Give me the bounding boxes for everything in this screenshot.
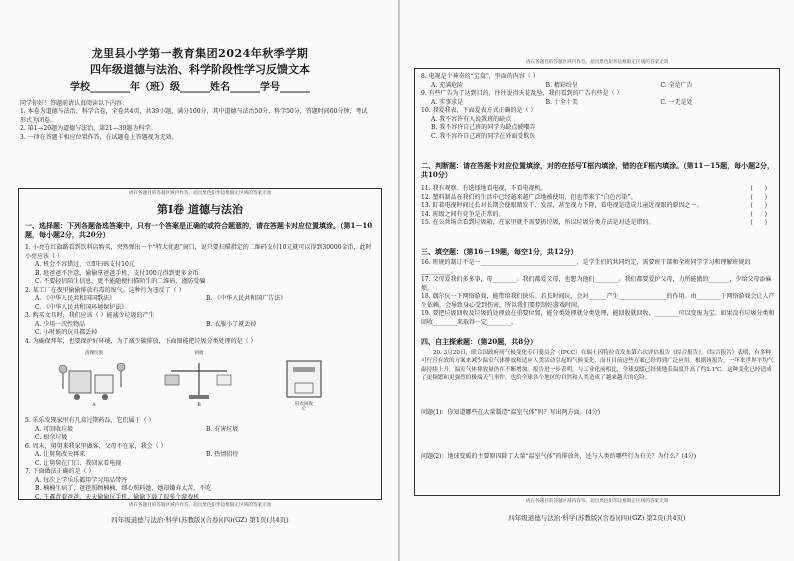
answer-area-warning: 请在各题目的答题区域内作答，超出黑色矩形边框限定区域的答案无效 <box>525 499 669 504</box>
question-stem: 3. 购买文具时，我们应该（ ）能减少垃圾的产生 <box>25 312 155 320</box>
option: B. 趁爸爸不注意，偷偷拿爸爸手机，支付100元得到更多金币 <box>35 269 199 277</box>
illustration-a <box>49 351 139 413</box>
option: A. 每次上学乐乐都用学习用品带齐 <box>35 476 128 484</box>
instruction-item: 3. 一律在答题卡相应位置作答，在试题卷上答题视为无效。 <box>20 133 178 141</box>
judge-text: 14. 班级之间有竞争是正常的。 <box>421 210 505 218</box>
option: C. 厨余垃圾 <box>35 434 68 442</box>
part-heading-judge: 二、判断题：请在答题卡对应位置填涂，对的在括号T框内填涂，错的在F框内填涂。（第11－15题，每小题2分，共10分） <box>421 161 775 180</box>
option: C. 让舅舅在门口，我回家看电视 <box>35 459 122 467</box>
instruction-item: 1. 本卷为道德与法治、科学合卷，全卷共4页，共39小题，满分100分，其中道德与法治50分，科学50分，答题时间60分钟，考试形式为闭卷。 <box>20 108 368 124</box>
option: C. 我不容许自己班的同学在外面受欺负 <box>431 132 536 140</box>
answer-area-warning: 请在各题目的答题区域内作答，超出黑色矩形边框限定区域的答案无效 <box>525 60 669 65</box>
option-letter: B <box>197 403 201 409</box>
option: A. 《中华人民共和国国歌法》 <box>35 295 116 303</box>
answer-bracket: ( ) <box>750 202 767 210</box>
exam-page-2 <box>400 0 794 561</box>
answer-frame <box>18 188 382 500</box>
recycle-scale-icon <box>159 357 239 401</box>
judge-item <box>421 194 775 203</box>
option: B. 《中华人民共和国广告法》 <box>206 295 287 303</box>
judge-item <box>421 211 775 220</box>
question-block <box>421 73 775 141</box>
judge-item <box>421 185 775 194</box>
question-stem: 5. 乐乐发现家里有几盒过期药品，它们属于（ ） <box>25 417 155 424</box>
judge-text: 13. 盯着电视时间过长对长期会使眼睛发干、发涩，甚至视力下降，看电视是造成儿童近视眼的原因之一。 <box>421 202 703 210</box>
option: B. 精彩纷呈 <box>545 81 578 89</box>
instructions-title: 同学你好！答题前请认真阅读以下内容： <box>20 100 129 107</box>
fill-list <box>421 259 775 327</box>
option-row <box>25 451 377 460</box>
option: B. 有害垃圾 <box>206 425 239 433</box>
judge-item <box>421 202 775 211</box>
judge-item <box>421 219 775 228</box>
option: C. 不要轻信陌生信息，更不能随便扫描陌生的二维码，谨防受骗 <box>35 278 206 286</box>
option: C. 全是广告 <box>660 81 693 89</box>
option: C. 小时候的玩具都丢掉 <box>35 329 98 337</box>
question-stem: 9. 有些广告为了达到目的，往往说得天花乱坠，我们看到的广告有些是（ ） <box>421 90 623 98</box>
answer-bracket: ( ) <box>750 193 767 201</box>
question-block <box>25 244 377 346</box>
option-row <box>421 82 775 91</box>
section-title: 第Ⅰ卷 道德与法治 <box>157 203 243 216</box>
question-stem: 2. 某工厂在夜里偷偷排放有毒的废气。这种行为违反了（ ） <box>25 286 185 294</box>
option: A. 机会不容错过，立即扫码支付10元 <box>35 261 135 269</box>
option: C. 王鑫背着爸爸，天天偷偷玩手机，偷偷下载了很多个游戏机 <box>35 493 200 501</box>
student-info-line: 学校________年（班）级______姓名______学号______ <box>70 82 310 93</box>
option: C. 《中华人民共和国环境保护法》 <box>35 303 128 311</box>
instructions <box>20 100 372 142</box>
question-stem: 1. 小亮在红旗路看到饮料店购买，突然弹出一个“特大优惠”窗口，说只要扫描指定的二维码支付10元就可以得到30000金币，此时小亮应该（ ） <box>25 244 372 260</box>
option: B. 热情招待 <box>206 451 239 459</box>
fill-item: 19. 要把垃圾回收及垃圾的处理放在重要位置，能分类处理就分类处理，能回收就回收，________可以变废为宝。如果没有垃圾分类和回收________来取得一定________。 <box>421 310 775 326</box>
answer-bracket: ( ) <box>750 210 767 218</box>
answer-frame <box>414 68 780 496</box>
instruction-item: 2. 第1—20题为道德与法治，第21—39题为科学。 <box>20 125 157 133</box>
option: A. 我不容许有人说我班的缺点 <box>431 115 512 123</box>
question-block <box>25 417 377 502</box>
question-stem: 7. 下面做法正确的是（ ） <box>25 468 95 476</box>
judge-text: 11. 我有观察、有选择地看电视，不看电视机。 <box>421 185 547 192</box>
illustration-c <box>269 357 339 413</box>
answer-bracket: ( ) <box>750 219 767 227</box>
answer-area-warning: 请在各题目的答题区域内作答，超出黑色矩形边框限定区域的答案无效 <box>128 191 272 196</box>
exam-subtitle: 四年级道德与法治、科学阶段性学习反馈文本 <box>90 63 310 76</box>
question-stem: 8. 电视是个神奇的“宝盒”，里面的内容（ ） <box>421 73 539 80</box>
fill-item: 16. 班规的制订不是一________________________________，是学生们的共同约定，需要班干部和全班同学学习和理解班规的__________。 <box>421 259 751 275</box>
cleanup-icon <box>49 357 139 401</box>
question-stem: 10. 我爱我表，下面爱表方式正确的是（ ） <box>421 107 537 115</box>
explore-question-2: 问题(2)：地球变暖的主要原因除了大量“温室气体”的排放外，还与人类的哪些行为有关？为什么？(4分) <box>421 453 697 460</box>
part-heading-explore: 四、自主探索题：（第20题，共8分） <box>421 337 538 346</box>
option: A. 实事求是 <box>431 98 464 106</box>
fill-item: 18. 偶尔玩一下网络游戏，能带给我们快乐。若长时间玩，会对______产生________________的作用。由________于网络游戏会让人产生依赖，会导致身心受到伤害，所以我们要控制好游戏时间。 <box>421 293 775 309</box>
part-heading-choice: 一、选择题：下列各题备选答案中，只有一个答案是正确的或符合题意的，请在答题卡对应位置填涂。（第1－10题，每小题2分，共20分） <box>25 221 373 240</box>
judge-list <box>421 185 775 228</box>
judge-text: 15. 在公共场合看到垃圾箱，在家里就不需要扔垃圾，所以垃圾分类方法是对还是错的。 <box>421 219 655 227</box>
page-footer: 四年级道德与法治·科学(苏教版)(合卷)(四)(GZ) 第2页(共4页) <box>508 514 686 522</box>
fill-item: 17. 父母爱我们多多事，母________。我们都爱父母，也想为他们________。我们都要爱护父母，力所能做的_______，少给父母添麻烦。 <box>421 276 772 292</box>
illustration-caption: 旧衣回收 <box>295 401 313 407</box>
answer-area-warning: 请在各题目的答题区域内作答，超出黑色矩形边框限定区域的答案无效 <box>128 503 272 508</box>
option: B. 我不容许自己班的同学为缺点被嘲弄 <box>431 124 536 132</box>
option: A. 让舅舅改天再来 <box>35 451 86 459</box>
option-row <box>25 426 377 435</box>
option: B. 楠楠生病了，爸爸照顾楠楠，细心照料她，她却嫌弃太苦，不吃 <box>35 485 212 493</box>
option-row <box>25 295 377 304</box>
option: A. 充满危险 <box>431 81 464 89</box>
illustration-caption: 回收 <box>194 351 204 356</box>
exam-title: 龙里县小学第一教育集团2024年秋季学期 <box>91 47 309 60</box>
judge-text: 12. 塑料制品在我们的生活中已经越来越广泛地被使用，但也带来了“白色污染”。 <box>421 193 637 201</box>
question-stem: 6. 周末，舅舅来我家里做客，父母不在家，我会（ ） <box>25 442 167 450</box>
option: B. 十全十美 <box>545 98 578 106</box>
part-heading-fill: 三、填空题：（第16－19题，每空1分，共12分） <box>421 247 578 256</box>
illustration-caption: 清理垃圾 <box>85 351 103 356</box>
option-row <box>421 99 775 108</box>
question-4-illustrations <box>29 351 373 413</box>
reading-passage: 20. 3月20日，联合国政府间气候变化专门委员会（IPCC）在瑞士因特拉肯发布第六次评估报告《综合报告》。《综合报告》表明，有多种可行且有效的方案来减少温室气体排放和适应人类活动引起的气候变化，而且目前这些方案已经得到广泛应用。根据该报告，一年来世界平均气温持续上升，温室气体排放量仍在不断增加。报告进一步表明，与工业化前相比，全球变暖已经使地表温度升高了约1.1℃。这种变化已经造成了更频繁和更强烈的极端天气事件，也给全球各个地区的自然和人类造成了越来越大的危险。 <box>421 350 774 381</box>
option: C. 一无是处 <box>660 98 693 106</box>
option: A. 少用一次性物品 <box>35 320 86 328</box>
option: A. 可回收垃圾 <box>35 425 74 433</box>
option-letter: C <box>302 407 306 413</box>
option-letter: A <box>92 403 96 409</box>
clothes-bin-icon <box>269 357 339 399</box>
question-stem: 4. 为确保拜年，也要保护好环境，为了减少碳排放，下面图能把垃圾分类处理的是（ ） <box>25 337 257 345</box>
page-footer: 四年级道德与法治·科学(苏教版)(合卷)(四)(GZ) 第1页(共4页) <box>111 516 289 524</box>
answer-bracket: ( ) <box>750 185 767 192</box>
option-row <box>25 321 377 330</box>
option: B. 衣服小了就丢掉 <box>206 320 257 328</box>
illustration-b <box>159 351 239 413</box>
explore-question-1: 问题(1)：你知道哪些在大量制造“温室气体”吗？写出两方面。(4分) <box>421 409 601 416</box>
